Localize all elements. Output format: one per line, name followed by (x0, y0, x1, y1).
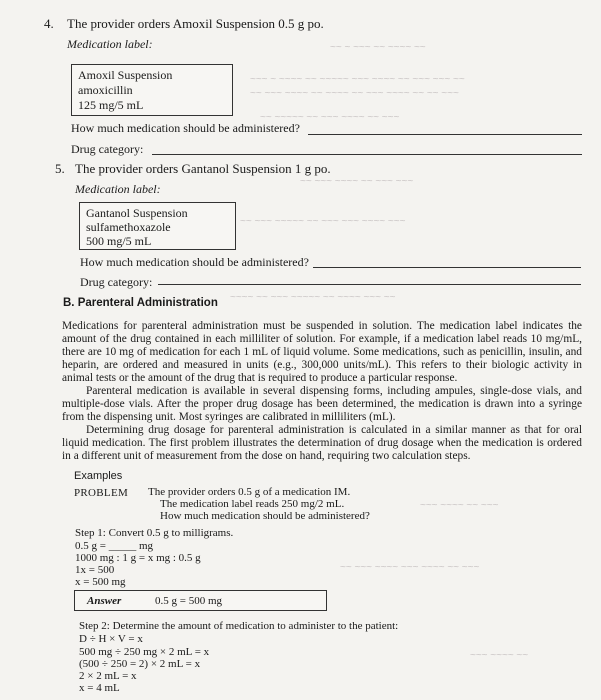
problem-5-drug-category: Drug category: (80, 275, 153, 289)
bleed-through-mark: ~~ ~ ~~~ ~~ ~~~~ ~~ (330, 42, 426, 53)
label-line: amoxicillin (78, 83, 133, 97)
problem-5-answer-blank[interactable] (313, 267, 581, 268)
problem-5-category-blank[interactable] (158, 284, 581, 285)
answer-label: Answer (87, 595, 122, 607)
bleed-through-mark: ~~ ~~~ ~~~~ ~~~ ~~~~ ~~ ~~~ (340, 562, 480, 573)
step-2-title: Step 2: Determine the amount of medication to administer to the patient: (79, 620, 399, 632)
examples-heading: Examples (74, 470, 123, 482)
bleed-through-mark: ~~~~ ~~ ~~~ ~~~~~ ~~ ~~~~ ~~~ ~~ (230, 292, 396, 303)
bleed-through-mark: ~~ ~~~~~ ~~ ~~~ ~~~~ ~~ ~~~ (260, 112, 400, 123)
bleed-through-mark: ~~ ~~~ ~~~~ ~~ ~~~ ~~~ (300, 176, 414, 187)
step-2-line: D ÷ H × V = x (79, 633, 143, 645)
answer-value: 0.5 g = 500 mg (155, 595, 223, 607)
step-2-line: 2 × 2 mL = x (79, 670, 137, 682)
bleed-through-mark: ~~ ~~~ ~~~~~ ~~ ~~~ ~~~ ~~~~ ~~~ (240, 216, 406, 227)
label-line: sulfamethoxazole (86, 220, 171, 234)
label-line: Amoxil Suspension (78, 68, 173, 82)
step-1-title: Step 1: Convert 0.5 g to milligrams. (75, 527, 234, 539)
problem-5-medication-label (79, 202, 236, 250)
step-2-line: x = 4 mL (79, 682, 120, 694)
problem-4-label-heading: Medication label: (67, 37, 153, 51)
step-1-line: 1x = 500 (75, 564, 115, 576)
label-line: Gantanol Suspension (86, 206, 188, 220)
problem-4-medication-label (71, 64, 233, 116)
problem-5-number: 5. (55, 161, 65, 176)
problem-4-number: 4. (44, 16, 54, 31)
problem-4-drug-category: Drug category: (71, 142, 144, 156)
bleed-through-mark: ~~~ ~~~~ ~~ (470, 650, 529, 661)
problem-5-prompt: The provider orders Gantanol Suspension 1 g po. (75, 161, 331, 176)
step-1-line: 0.5 g = _____ mg (75, 540, 154, 552)
step-1-line: x = 500 mg (75, 576, 126, 588)
section-heading: B. Parenteral Administration (63, 297, 218, 309)
section-paragraph-1: Medications for parenteral administration must be suspended in solution. The medication label indicates the amount of the drug contained in each milliliter of solution. For example, if a medication label reads 10 mg/mL, there are 10 mg of medication for each 1 mL of liquid volume. Some medications, such as penicillin, insulin, and heparin, are ordered and measured in units (e.g., 300,000 units/mL). This refers to their biologic activity in animal tests or the amount of the drug that is required to produce a particular response. (62, 320, 582, 384)
problem-4-prompt: The provider orders Amoxil Suspension 0.5 g po. (67, 16, 324, 31)
label-line: 500 mg/5 mL (86, 234, 152, 248)
problem-line: The medication label reads 250 mg/2 mL. (160, 498, 345, 510)
problem-4-category-blank[interactable] (152, 154, 582, 155)
section-paragraph-2: Parenteral medication is available in several dispensing forms, including ampules, single-dose vials, and multiple-dose vials. After the proper drug dosage has been determined, the medication is drawn into a syringe from the dispensing unit. Most syringes are calibrated in milliliters (mL). (62, 385, 582, 423)
answer-box (74, 590, 327, 611)
step-1-line: 1000 mg : 1 g = x mg : 0.5 g (75, 552, 201, 564)
problem-5-label-heading: Medication label: (75, 182, 161, 196)
problem-5-question: How much medication should be administered? (80, 255, 309, 269)
section-paragraph-3: Determining drug dosage for parenteral administration is calculated in a similar manner as that for oral liquid medication. The first problem illustrates the determination of drug dosage when the medication is ordered in a different unit of measurement from the dose on hand, requiring two calculation steps. (62, 424, 582, 462)
problem-4-answer-blank[interactable] (308, 134, 582, 135)
problem-line: How much medication should be administered? (160, 510, 370, 522)
bleed-through-mark: ~~~ ~~~~ ~~ ~~~ (420, 500, 499, 511)
step-2-line: 500 mg ÷ 250 mg × 2 mL = x (79, 646, 210, 658)
bleed-through-mark: ~~ ~~~ ~~~~ ~~ ~~~~ ~~ ~~~ ~~~~ ~~ ~~ ~~~ (250, 88, 459, 99)
problem-line: The provider orders 0.5 g of a medication IM. (148, 486, 351, 498)
bleed-through-mark: ~~~ ~ ~~~~ ~~ ~~~~~ ~~~ ~~~~ ~~ ~~~ ~~~ ~~ (250, 74, 465, 85)
problem-label: PROBLEM (74, 487, 129, 499)
problem-4-question: How much medication should be administered? (71, 121, 300, 135)
step-2-line: (500 ÷ 250 = 2) × 2 mL = x (79, 658, 201, 670)
label-line: 125 mg/5 mL (78, 98, 144, 112)
